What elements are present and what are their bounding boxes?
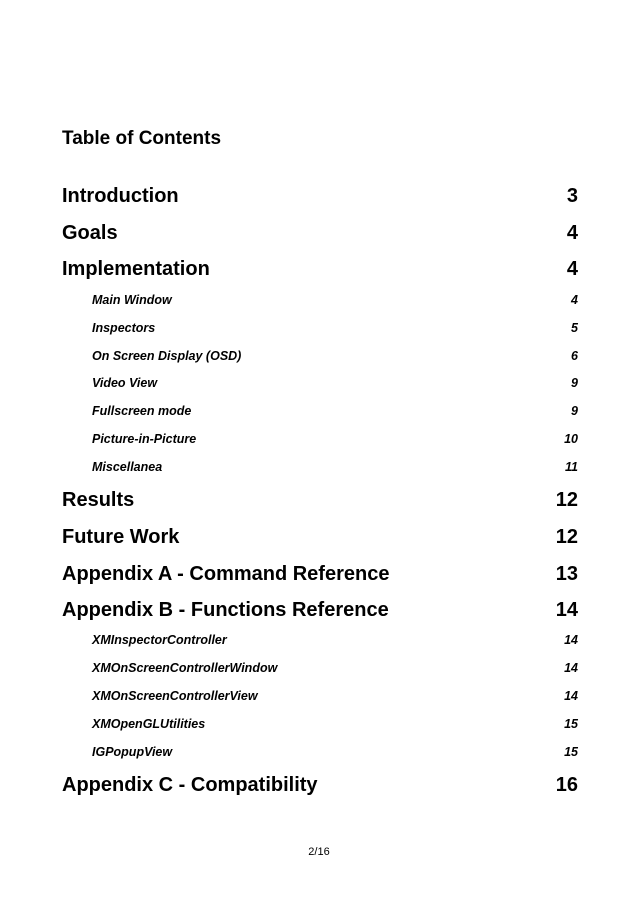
toc-entry-title: Picture-in-Picture xyxy=(92,432,197,446)
toc-entry-title: Inspectors xyxy=(92,321,156,335)
toc-entry-title: Goals xyxy=(62,222,118,244)
toc-entry-page: 4 xyxy=(571,293,578,307)
toc-entry-title: Fullscreen mode xyxy=(92,404,192,418)
toc-entry-title: Appendix B - Functions Reference xyxy=(62,599,389,621)
toc-subentry[interactable] xyxy=(62,320,578,336)
toc-entry-page: 4 xyxy=(566,222,578,244)
toc-entry-title: Implementation xyxy=(62,258,210,280)
toc-entry-page: 12 xyxy=(555,489,578,511)
toc-entry-page: 10 xyxy=(564,432,578,446)
toc-entry-page: 9 xyxy=(571,376,578,390)
toc-entry[interactable] xyxy=(62,524,578,550)
toc-entry-page: 14 xyxy=(564,689,578,703)
toc-entry-page: 3 xyxy=(566,185,578,207)
toc-entry-page: 4 xyxy=(566,258,578,280)
toc-entry-title: Miscellanea xyxy=(92,460,163,474)
toc-subentry[interactable] xyxy=(62,688,578,704)
toc-entry-title: Main Window xyxy=(92,293,172,307)
toc-subentry[interactable] xyxy=(62,292,578,308)
toc-entry-title: Appendix C - Compatibility xyxy=(62,774,318,796)
toc-subentry[interactable] xyxy=(62,744,578,760)
toc-entry-title: On Screen Display (OSD) xyxy=(92,349,242,363)
toc-entry-page: 14 xyxy=(564,661,578,675)
toc-subentry[interactable] xyxy=(62,348,578,364)
toc-entry-page: 5 xyxy=(571,321,578,335)
toc-entry-title: Future Work xyxy=(62,526,180,548)
toc-entry-page: 14 xyxy=(564,633,578,647)
toc-entry-page: 11 xyxy=(565,460,578,474)
toc-entry-title: Results xyxy=(62,489,135,511)
toc-heading: Table of Contents xyxy=(62,128,222,149)
toc-entry-title: IGPopupView xyxy=(92,745,173,759)
toc-subentry[interactable] xyxy=(62,716,578,732)
toc-subentry[interactable] xyxy=(62,403,578,419)
toc-entry-title: Video View xyxy=(92,376,158,390)
toc-entry[interactable] xyxy=(62,183,578,209)
toc-entry-page: 16 xyxy=(555,774,578,796)
toc-entry-title: Introduction xyxy=(62,185,179,207)
toc-entry-title: XMOpenGLUtilities xyxy=(92,717,206,731)
toc-entry-page: 15 xyxy=(564,717,578,731)
toc-entry-page: 6 xyxy=(571,349,578,363)
toc-subentry[interactable] xyxy=(62,431,578,447)
toc-entry-page: 15 xyxy=(564,745,578,759)
toc-entry-page: 12 xyxy=(555,526,578,548)
toc-entry[interactable] xyxy=(62,561,578,587)
toc-entry-title: Appendix A - Command Reference xyxy=(62,563,390,585)
toc-subentry[interactable] xyxy=(62,375,578,391)
toc-entry-page: 13 xyxy=(555,563,578,585)
toc-entry[interactable] xyxy=(62,220,578,246)
toc-subentry[interactable] xyxy=(62,459,578,475)
toc-entry[interactable] xyxy=(62,597,578,623)
page-indicator: 2/16 xyxy=(308,846,330,858)
toc-entry-page: 14 xyxy=(555,599,578,621)
toc-subentry[interactable] xyxy=(62,632,578,648)
toc-list xyxy=(62,0,578,903)
toc-entry-title: XMOnScreenControllerView xyxy=(92,689,258,703)
toc-entry[interactable] xyxy=(62,256,578,282)
toc-subentry[interactable] xyxy=(62,660,578,676)
toc-entry[interactable] xyxy=(62,487,578,513)
toc-entry-title: XMOnScreenControllerWindow xyxy=(92,661,278,675)
toc-entry-page: 9 xyxy=(571,404,578,418)
toc-entry-title: XMInspectorController xyxy=(92,633,227,647)
toc-entry[interactable] xyxy=(62,772,578,798)
